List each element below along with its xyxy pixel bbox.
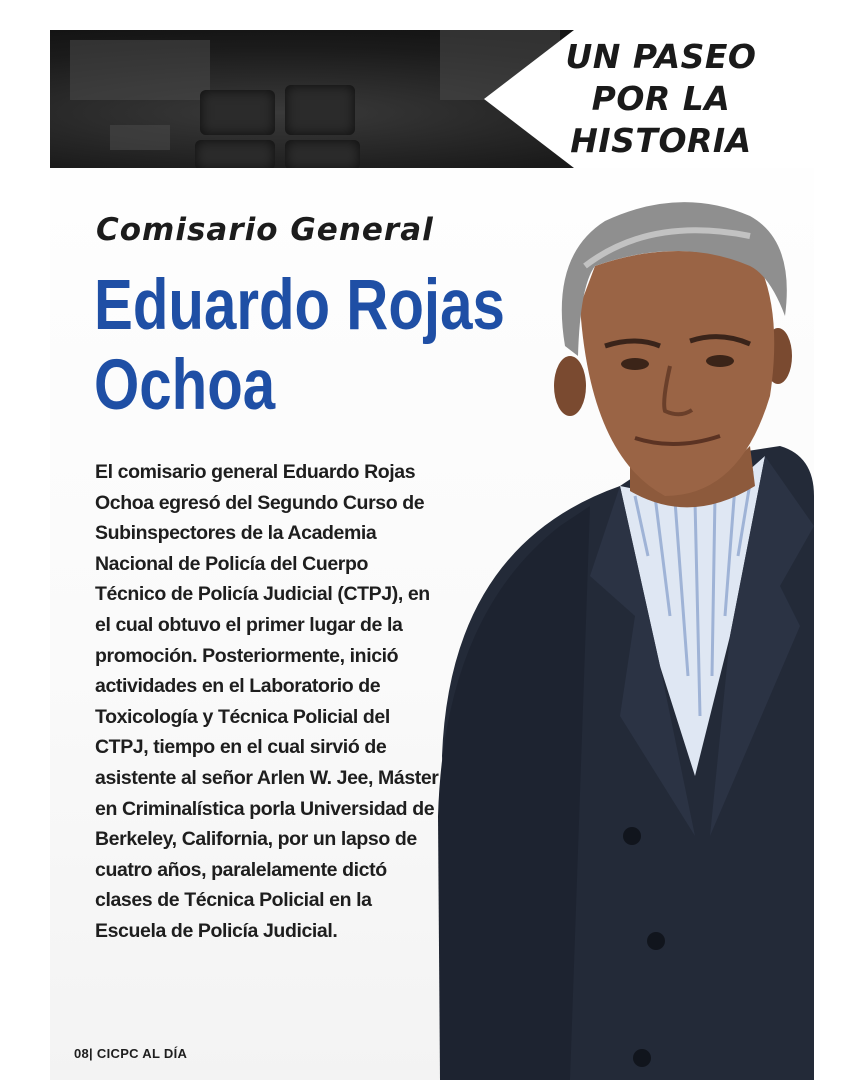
person-name-line-1: Eduardo Rojas — [94, 266, 505, 345]
section-title — [546, 36, 776, 162]
section-banner — [50, 30, 814, 168]
section-title-line-2: POR LA — [591, 79, 731, 118]
section-title-line-3: HISTORIA — [570, 121, 752, 160]
rank-subtitle: Comisario General — [96, 212, 434, 248]
portrait-photo — [420, 196, 814, 1080]
biography-paragraph: El comisario general Eduardo Rojas Ochoa egresó del Segundo Curso de Subinspectores de la Academia Nacional de Policía del Cuerpo Técnico de Policía Judicial (CTPJ), en el cual obtuvo el primer lugar de la promoción. Posteriormente, inició actividades en el Laboratorio de Toxicología y Técnica Policial del CTPJ, tiempo en el cual sirvió de asistente al señor Arlen W. Jee, Máster en Criminalística porla Universidad de Berkeley, California, por un lapso de cuatro años, paralelamente dictó clases de Técnica Policial en la Escuela de Policía Judicial. — [95, 461, 439, 942]
page-footer: 08| CICPC AL DÍA — [74, 1046, 188, 1061]
person-name-line-2: Ochoa — [94, 346, 276, 425]
section-title-line-1: UN PASEO — [565, 37, 757, 76]
